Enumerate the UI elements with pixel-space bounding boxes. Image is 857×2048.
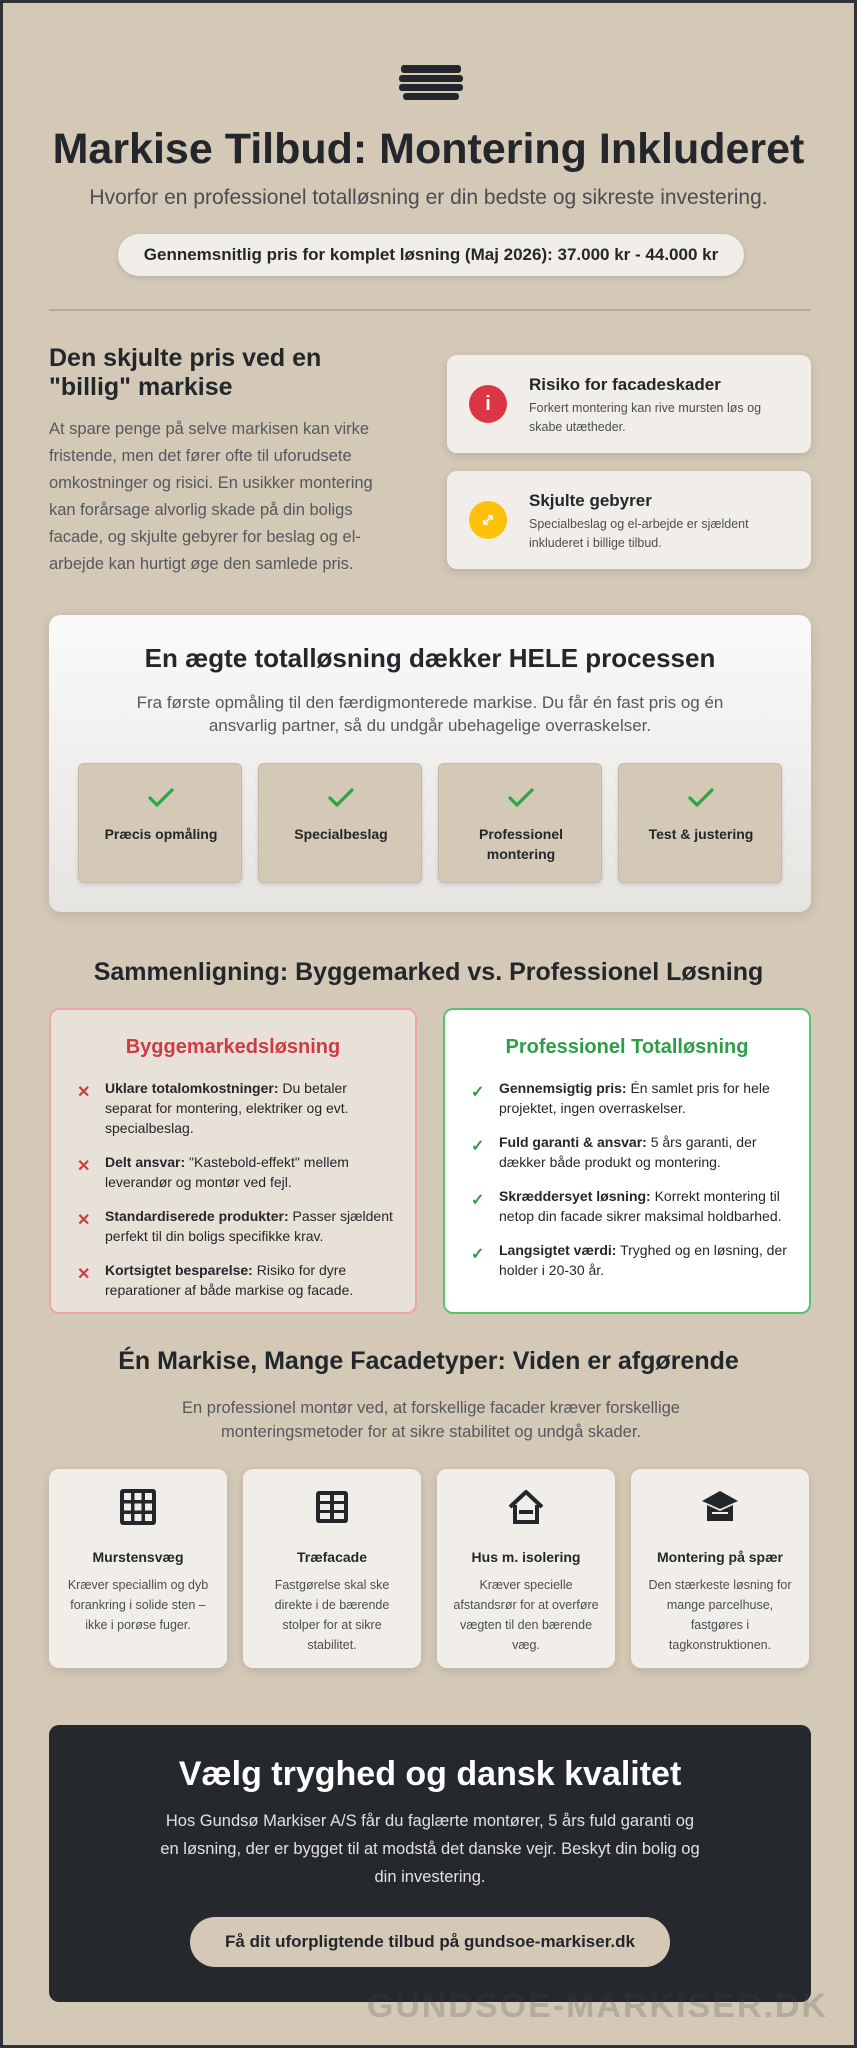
check-icon: ✓ <box>471 1246 485 1263</box>
comparison-heading: Professionel Totalløsning <box>505 1036 749 1058</box>
step-card <box>618 763 782 883</box>
facades-desc: En professionel montør ved, at forskellige facader kræver forskellige monteringsmetoder for at sikre stabilitet og undgå skader. <box>182 1399 680 1441</box>
info-icon: i <box>469 385 507 423</box>
total-solution-title: En ægte totalløsning dækker HELE processen <box>144 643 716 673</box>
comparison-item: Gennemsigtig pris: Én samlet pris for hele projektet, ingen overraskelser. <box>499 1080 770 1116</box>
total-solution-desc: Fra første opmåling til den færdigmonterede markise. Du får én fast pris og én ansvarlig partner, så du undgår ubehagelige overraskelser. <box>136 693 724 735</box>
comparison-card-diy <box>49 1008 417 1314</box>
facade-name: Montering på spær <box>656 1549 783 1565</box>
risk-card-facade <box>447 355 811 453</box>
cta-text: Hos Gundsø Markiser A/S får du faglærte montører, 5 års fuld garanti og en løsning, der er bygget til at modstå det danske vejr. Beskyt din bolig og din investering. <box>160 1812 700 1886</box>
facade-card-insulated <box>437 1469 615 1668</box>
risk-card-title: Risiko for facadeskader <box>529 375 721 394</box>
facade-card-wood <box>243 1469 421 1668</box>
comparison-item: Kortsigtet besparelse: Risiko for dyre reparationer af både markise og facade. <box>105 1262 354 1298</box>
check-icon <box>687 786 715 808</box>
check-icon <box>327 786 355 808</box>
comparison-card-professional <box>443 1008 811 1314</box>
facades-title: Én Markise, Mange Facadetyper: Viden er afgørende <box>118 1347 739 1375</box>
hidden-cost-text: At spare penge på selve markisen kan virke fristende, men det fører ofte til uforudsete omkostninger og risici. En usikker montering kan forårsage alvorlig skade på din boligs facade, og skjulte gebyrer for beslag og el-arbejde kan hurtigt øge den samlede pris. <box>49 420 373 573</box>
step-card <box>258 763 422 883</box>
house-icon <box>506 1487 546 1527</box>
step-card <box>78 763 242 883</box>
facade-text: Den stærkeste løsning for mange parcelhuse, fastgøres i tagkonstruktionen. <box>648 1578 792 1652</box>
roof-box-icon <box>700 1487 740 1527</box>
page-title: Markise Tilbud: Montering Inkluderet <box>52 125 805 173</box>
step-label: Specialbeslag <box>294 826 388 842</box>
facade-name: Træfacade <box>296 1549 368 1565</box>
risk-card-desc: Specialbeslag og el-arbejde er sjældent inkluderet i billige tilbud. <box>529 517 749 550</box>
risk-card-fees <box>447 471 811 569</box>
facade-text: Kræver speciallim og dyb forankring i solide sten – ikke i porøse fuger. <box>67 1578 209 1632</box>
facade-text: Kræver specielle afstandsrør for at overføre vægten til den bærende væg. <box>453 1578 599 1652</box>
cross-icon: ✕ <box>77 1158 91 1175</box>
check-icon <box>147 786 175 808</box>
comparison-item: Skræddersyet løsning: Korrekt montering til netop din facade sikrer maksimal holdbarhed. <box>499 1188 782 1224</box>
facade-name: Hus m. isolering <box>471 1549 581 1565</box>
facade-card-brick <box>49 1469 227 1668</box>
risk-card-title: Skjulte gebyrer <box>529 491 652 510</box>
hidden-cost-heading: Den skjulte pris ved en "billig" markise <box>49 344 322 401</box>
page-subtitle: Hvorfor en professionel totalløsning er din bedste og sikreste investering. <box>89 186 768 209</box>
facade-card-rafter <box>631 1469 809 1668</box>
get-quote-button[interactable]: Få dit uforpligtende tilbud på gundsoe-markiser.dk <box>190 1917 670 1967</box>
comparison-item: Delt ansvar: "Kastebold-effekt" mellem leverandør og montør ved fejl. <box>105 1154 349 1190</box>
comparison-title: Sammenligning: Byggemarked vs. Professionel Løsning <box>93 958 764 986</box>
check-icon <box>507 786 535 808</box>
comparison-item: Uklare totalomkostninger: Du betaler separat for montering, elektriker og evt. specialbeslag. <box>105 1080 349 1136</box>
check-icon: ✓ <box>471 1084 485 1101</box>
cta-title: Vælg tryghed og dansk kvalitet <box>178 1755 682 1793</box>
cross-icon: ✕ <box>77 1084 91 1101</box>
risk-card-desc: Forkert montering kan rive mursten løs og skabe utætheder. <box>529 401 762 434</box>
wood-panel-icon <box>312 1487 352 1527</box>
check-icon: ✓ <box>471 1138 485 1155</box>
section-divider <box>49 309 811 311</box>
comparison-item: Langsigtet værdi: Tryghed og en løsning, der holder i 20-30 år. <box>499 1242 787 1278</box>
brick-grid-icon <box>118 1487 158 1527</box>
step-label: Professionel montering <box>478 826 564 862</box>
comparison-heading: Byggemarkedsløsning <box>125 1036 341 1058</box>
cross-icon: ✕ <box>77 1212 91 1229</box>
comparison-item: Fuld garanti & ansvar: 5 års garanti, der dækker både produkt og montering. <box>499 1134 757 1170</box>
step-card <box>438 763 602 883</box>
price-badge: Gennemsnitlig pris for komplet løsning (Maj 2026): 37.000 kr - 44.000 kr <box>118 234 744 276</box>
step-label: Præcis opmåling <box>104 826 218 842</box>
facade-text: Fastgørelse skal ske direkte i de bærende stolper for at sikre stabilitet. <box>274 1578 390 1652</box>
facade-name: Murstensvæg <box>92 1549 184 1565</box>
total-solution-section <box>49 615 811 912</box>
cta-section <box>49 1725 811 2002</box>
cross-icon: ✕ <box>77 1266 91 1283</box>
step-label: Test & justering <box>648 826 754 842</box>
watermark: GUNDSOE-MARKISER.DK <box>366 1987 828 2025</box>
expand-arrows-icon <box>469 501 507 539</box>
check-icon: ✓ <box>471 1192 485 1209</box>
comparison-item: Standardiserede produkter: Passer sjældent perfekt til din boligs specifikke krav. <box>105 1208 393 1244</box>
awning-icon <box>397 63 465 101</box>
